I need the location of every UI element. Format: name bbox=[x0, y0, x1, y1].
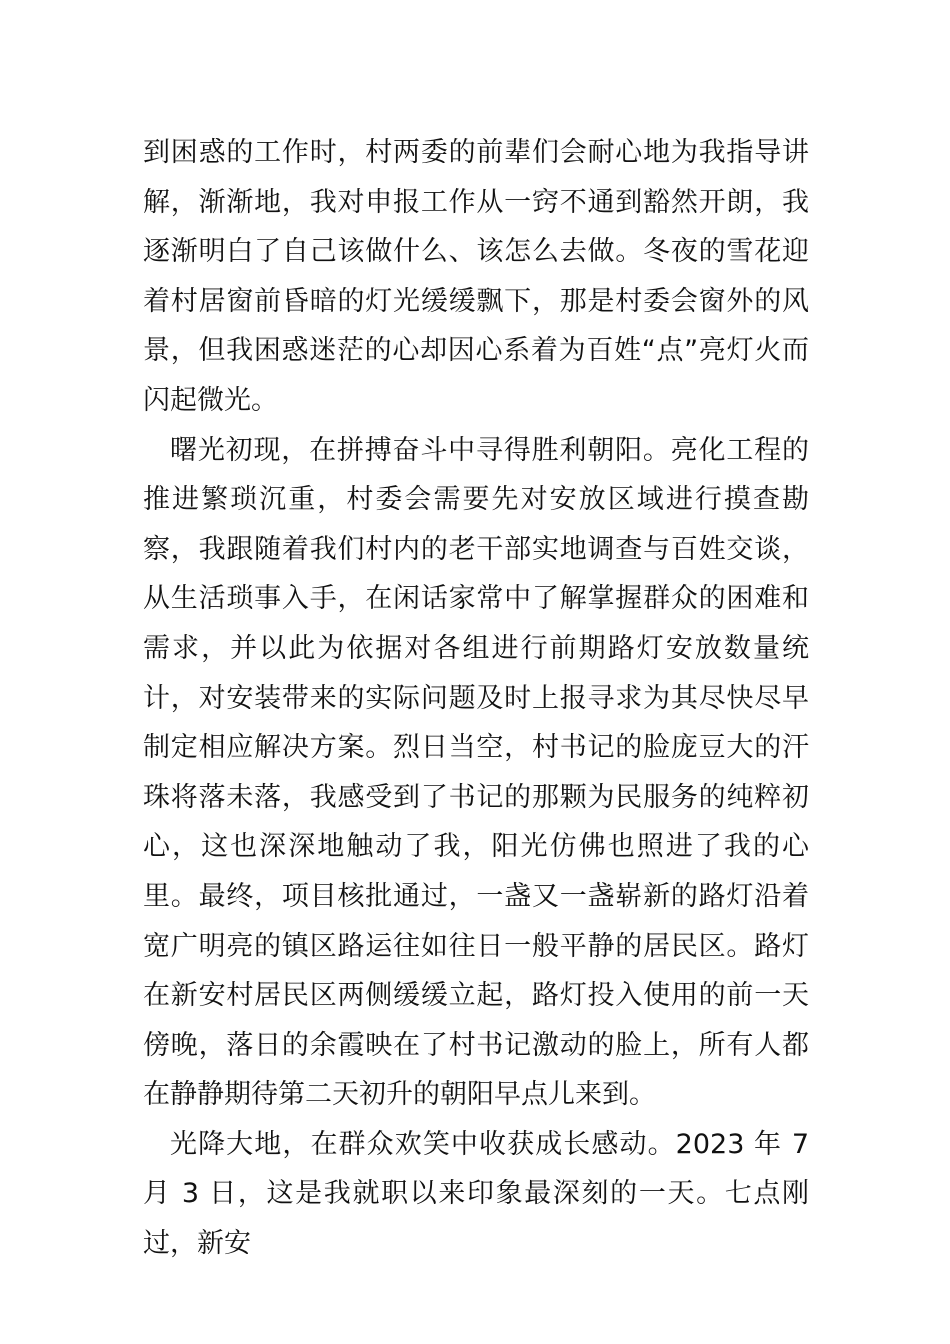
paragraph-light: 光降大地，在群众欢笑中收获成长感动。2023 年 7 月 3 日，这是我就职以来印象最深刻的一天。七点刚过，新安 bbox=[143, 1128, 809, 1260]
body-text bbox=[143, 128, 809, 1269]
paragraph-dawn: 曙光初现，在拼搏奋斗中寻得胜利朝阳。亮化工程的推进繁琐沉重，村委会需要先对安放区域进行摸查勘察，我跟随着我们村内的老干部实地调查与百姓交谈，从生活琐事入手，在闲话家常中了解掌握群众的困难和需求，并以此为依据对各组进行前期路灯安放数量统计，对安装带来的实际问题及时上报寻求为其尽快尽早制定相应解决方案。烈日当空，村书记的脸庞豆大的汗珠将落未落，我感受到了书记的那颗为民服务的纯粹初心，这也深深地触动了我，阳光仿佛也照进了我的心里。最终，项目核批通过，一盏又一盏崭新的路灯沿着宽广明亮的镇区路运往如往日一般平静的居民区。路灯在新安村居民区两侧缓缓立起，路灯投入使用的前一天傍晚，落日的余霞映在了村书记激动的脸上，所有人都在静静期待第二天初升的朝阳早点儿来到。 bbox=[143, 434, 809, 1111]
paragraph-continuation: 到困惑的工作时，村两委的前辈们会耐心地为我指导讲解，渐渐地，我对申报工作从一窍不通到豁然开朗，我逐渐明白了自己该做什么、该怎么去做。冬夜的雪花迎着村居窗前昏暗的灯光缓缓飘下，那是村委会窗外的风景，但我困惑迷茫的心却因心系着为百姓“点”亮灯火而闪起微光。 bbox=[143, 137, 809, 416]
